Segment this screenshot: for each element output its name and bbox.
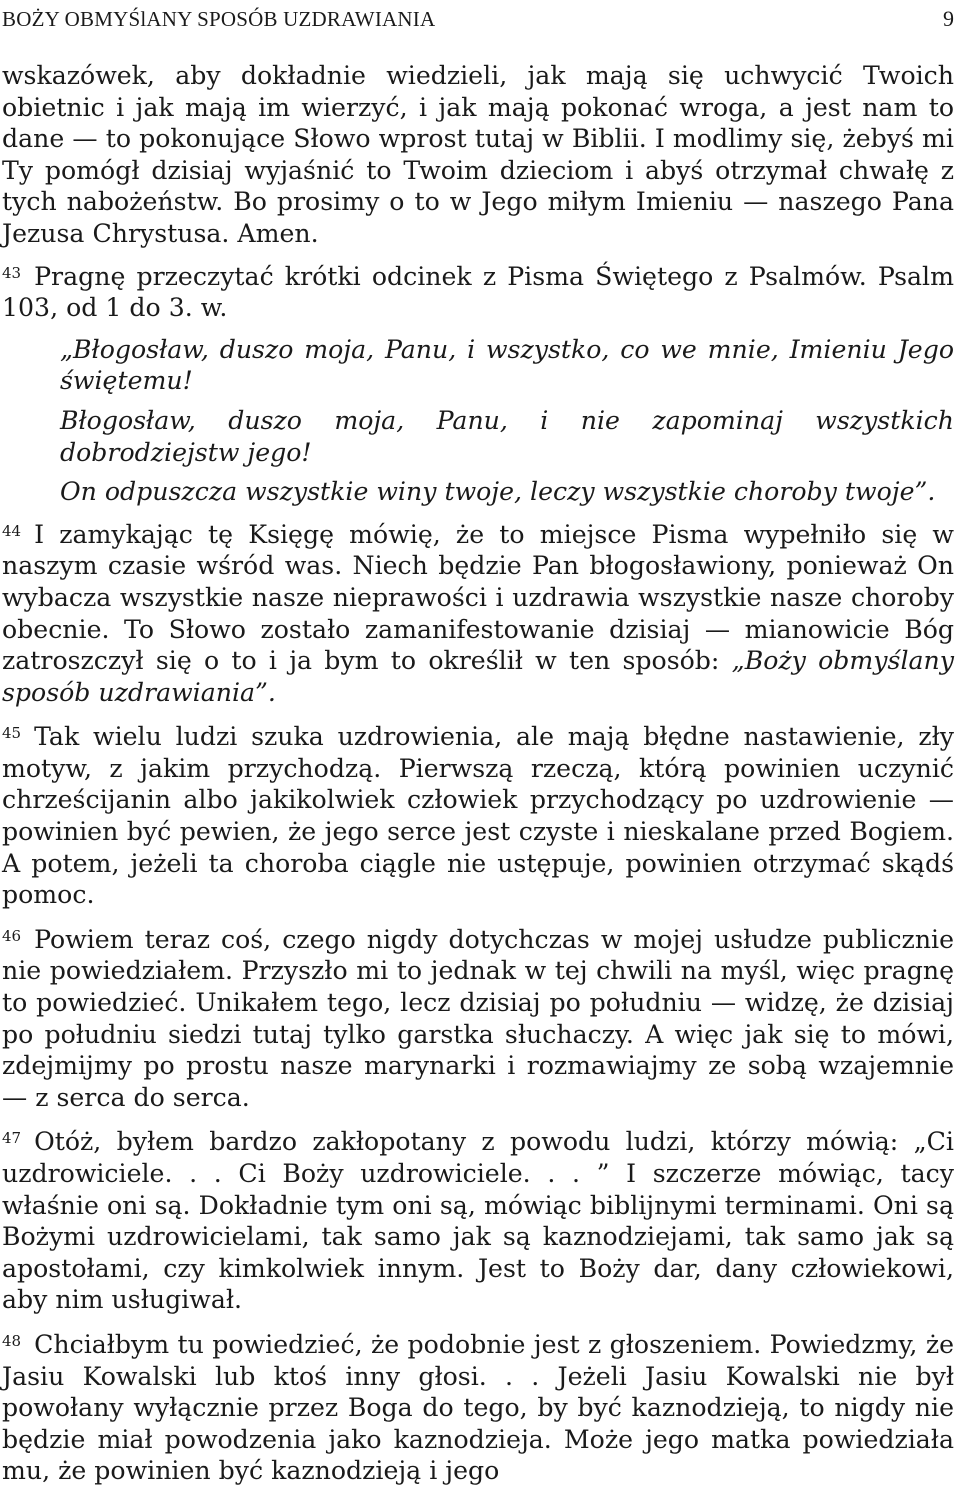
paragraph-text: Powiem teraz coś, czego nigdy dotychczas w mojej usłudze publicznie nie powiedziałem. Przyszło mi to jednak w tej chwili na myśl, więc pragnę to powiedzieć. Unikałem tego, lecz dzisiaj po południu — widzę, że dzisiaj po południu siedzi tutaj tylko garstka słuchaczy. A więc jak się to mówi, zdejmijmy po prostu nasze marynarki i rozmawiajmy ze sobą wzajemnie — z serca do serca. [2, 924, 954, 1112]
paragraph-43 [2, 258, 954, 324]
paragraph-48 [2, 1326, 954, 1487]
quote-line-1: „Błogosław, duszo moja, Panu, i wszystko, co we mnie, Imieniu Jego świętemu! [60, 334, 954, 396]
page-header [2, 6, 954, 32]
sermon-title: „Boży obmyślany sposób uzdrawiania”. [2, 646, 954, 707]
paragraph-text: Pragnę przeczytać krótki odcinek z Pisma Świętego z Psalmów. Psalm 103, od 1 do 3. w. [2, 261, 954, 323]
paragraph-number: 45 [2, 724, 22, 743]
psalm-quote [60, 334, 954, 508]
paragraph-text: Tak wielu ludzi szuka uzdrowienia, ale mają błędne nastawienie, zły motyw, z jakim przychodzą. Pierwszą rzeczą, którą powinien uczynić chrześcijanin albo jakikolwiek człowiek przychodzący po uzdrowienie — powinien być pewien, że jego serce jest czyste i nieskalane przed Bogiem. A potem, jeżeli ta choroba ciągle nie ustępuje, powinien otrzymać skądś pomoc. [2, 722, 954, 910]
paragraph-47 [2, 1123, 954, 1316]
paragraph-number: 47 [2, 1129, 22, 1148]
quote-line-3: On odpuszcza wszystkie winy twoje, leczy wszystkie choroby twoje”. [60, 477, 936, 507]
paragraph-number: 48 [2, 1331, 22, 1350]
paragraph-text: Chciałbym tu powiedzieć, że podobnie jest z głoszeniem. Powiedzmy, że Jasiu Kowalski lub ktoś inny głosi. . . Jeżeli Jasiu Kowalski nie był powołany wyłącznie przez Boga do tego, by być kaznodzieją, to nigdy nie będzie miał powodzenia jako kaznodzieja. Może jego matka powiedziała mu, że powinien być kaznodzieją i jego [2, 1329, 954, 1486]
paragraph-number: 44 [2, 521, 22, 540]
quote-line-2: Błogosław, duszo moja, Panu, i nie zapominaj wszystkich dobrodziejstw jego! [60, 405, 954, 467]
paragraph-45 [2, 718, 954, 911]
body-text [2, 60, 954, 1497]
running-head: BOŻY OBMYŚlANY SPOSÓB UZDRAWIANIA [2, 7, 436, 31]
paragraph-text: Otóż, byłem bardzo zakłopotany z powodu ludzi, którzy mówią: „Ci uzdrowiciele. . . Ci Boży uzdrowiciele. . . ” I szczerze mówiąc, tacy właśnie oni są. Dokładnie tym oni są, mówiąc biblijnymi terminami. Oni są Bożymi uzdrowicielami, tak samo jak są kaznodziejami, tak samo jak są apostołami, czy kimkolwiek innym. Jest to Boży dar, dany człowiekowi, aby nim usługiwał. [2, 1127, 954, 1315]
paragraph-number: 43 [2, 263, 22, 282]
paragraph-44 [2, 516, 954, 709]
paragraph-number: 46 [2, 926, 22, 945]
paragraph-continuation: wskazówek, aby dokładnie wiedzieli, jak mają się uchwycić Twoich obietnic i jak mają im wierzyć, i jak mają pokonać wroga, a jest nam to dane — to pokonujące Słowo wprost tutaj w Biblii. I modlimy się, żebyś mi Ty pomógł dzisiaj wyjaśnić to Twoim dzieciom i abyś otrzymał chwałę z tych nabożeństw. Bo prosimy o to w Jego miłym Imieniu — naszego Pana Jezusa Chrystusa. Amen. [2, 61, 954, 248]
paragraph-46 [2, 921, 954, 1114]
paragraph-text: I zamykając tę Księgę mówię, że to miejsce Pisma wypełniło się w naszym czasie wśród was. Niech będzie Pan błogosławiony, ponieważ On wybacza wszystkie nasze nieprawości i uzdrawia wszystkie nasze choroby obecnie. To Słowo zostało zamanifestowanie dzisiaj — mianowicie Bóg zatroszczył się o to i ja bym to określił w ten sposób: [2, 519, 954, 676]
page-number: 9 [943, 6, 954, 31]
